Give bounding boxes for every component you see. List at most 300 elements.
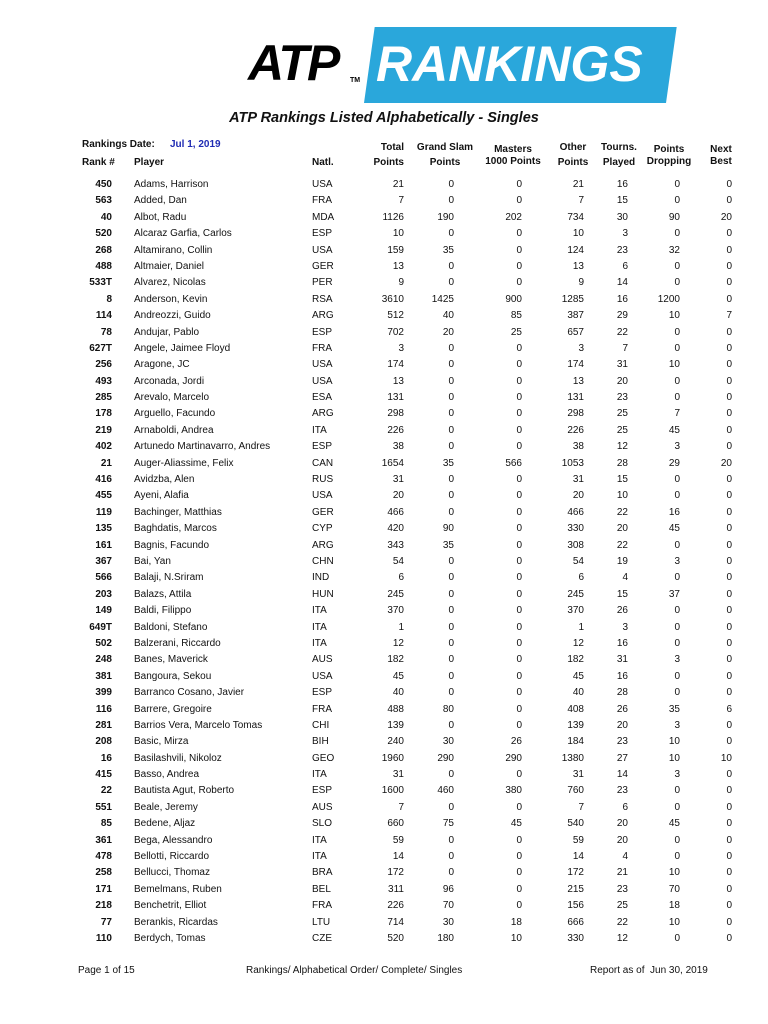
player-cell: Anderson, Kevin — [134, 293, 208, 305]
points-dropping-cell: 35 — [668, 703, 680, 715]
player-cell: Alcaraz Garfia, Carlos — [134, 228, 232, 240]
rankings-table-body — [0, 177, 768, 947]
masters-points-cell: 0 — [516, 555, 522, 567]
tournaments-played-cell: 25 — [616, 900, 628, 912]
tournaments-played-cell: 4 — [622, 572, 628, 584]
tournaments-played-cell: 27 — [616, 752, 628, 764]
tournaments-played-cell: 15 — [616, 195, 628, 207]
next-best-cell: 0 — [726, 834, 732, 846]
rank-cell: 40 — [100, 211, 112, 223]
rank-cell: 502 — [95, 637, 112, 649]
total-points-cell: 13 — [392, 375, 404, 387]
points-dropping-cell: 0 — [674, 342, 680, 354]
masters-points-cell: 85 — [510, 310, 522, 322]
rank-cell: 203 — [95, 588, 112, 600]
other-points-cell: 330 — [567, 932, 584, 944]
table-row — [0, 849, 768, 865]
header-natl: Natl. — [312, 157, 334, 168]
total-points-cell: 45 — [392, 670, 404, 682]
nationality-cell: ITA — [312, 851, 327, 863]
rankings-date-value: Jul 1, 2019 — [170, 139, 221, 150]
other-points-cell: 45 — [572, 670, 584, 682]
masters-points-cell: 0 — [516, 605, 522, 617]
other-points-cell: 734 — [567, 211, 584, 223]
grand-slam-points-cell: 0 — [448, 506, 454, 518]
nationality-cell: FRA — [312, 900, 332, 912]
next-best-cell: 0 — [726, 293, 732, 305]
nationality-cell: ESP — [312, 785, 333, 797]
other-points-cell: 408 — [567, 703, 584, 715]
grand-slam-points-cell: 0 — [448, 654, 454, 666]
next-best-cell: 0 — [726, 474, 732, 486]
tournaments-played-cell: 23 — [616, 883, 628, 895]
nationality-cell: GEO — [312, 752, 335, 764]
rank-cell: 281 — [95, 719, 112, 731]
table-row — [0, 390, 768, 406]
table-row — [0, 751, 768, 767]
rank-cell: 77 — [100, 916, 112, 928]
player-cell: Berankis, Ricardas — [134, 916, 218, 928]
other-points-cell: 1285 — [561, 293, 584, 305]
points-dropping-cell: 10 — [668, 867, 680, 879]
total-points-cell: 420 — [387, 523, 404, 535]
other-points-cell: 38 — [572, 441, 584, 453]
points-dropping-cell: 0 — [674, 851, 680, 863]
grand-slam-points-cell: 0 — [448, 424, 454, 436]
masters-points-cell: 45 — [510, 818, 522, 830]
table-row — [0, 505, 768, 521]
other-points-cell: 14 — [572, 851, 584, 863]
total-points-cell: 240 — [387, 736, 404, 748]
tournaments-played-cell: 22 — [616, 916, 628, 928]
grand-slam-points-cell: 30 — [442, 916, 454, 928]
rank-cell: 135 — [95, 523, 112, 535]
other-points-cell: 370 — [567, 605, 584, 617]
tournaments-played-cell: 28 — [616, 457, 628, 469]
player-cell: Bangoura, Sekou — [134, 670, 212, 682]
player-cell: Bedene, Aljaz — [134, 818, 196, 830]
other-points-cell: 1 — [578, 621, 584, 633]
next-best-cell: 0 — [726, 490, 732, 502]
total-points-cell: 21 — [392, 179, 404, 190]
points-dropping-cell: 45 — [668, 523, 680, 535]
player-cell: Basso, Andrea — [134, 769, 200, 781]
total-points-cell: 7 — [398, 801, 404, 813]
player-cell: Bellotti, Riccardo — [134, 851, 210, 863]
table-row — [0, 456, 768, 472]
rank-cell: 478 — [95, 851, 112, 863]
tournaments-played-cell: 23 — [616, 392, 628, 404]
rank-cell: 381 — [95, 670, 112, 682]
nationality-cell: HUN — [312, 588, 334, 600]
next-best-cell: 0 — [726, 785, 732, 797]
other-points-cell: 466 — [567, 506, 584, 518]
table-row — [0, 226, 768, 242]
masters-points-cell: 0 — [516, 719, 522, 731]
rank-cell: 110 — [95, 932, 112, 944]
player-cell: Barrere, Gregoire — [134, 703, 212, 715]
points-dropping-cell: 37 — [668, 588, 680, 600]
table-row — [0, 718, 768, 734]
tournaments-played-cell: 25 — [616, 408, 628, 420]
table-row — [0, 931, 768, 947]
points-dropping-cell: 10 — [668, 736, 680, 748]
next-best-cell: 0 — [726, 605, 732, 617]
logo-tm-mark: TM — [350, 77, 361, 84]
player-cell: Arevalo, Marcelo — [134, 392, 210, 404]
grand-slam-points-cell: 75 — [442, 818, 454, 830]
other-points-cell: 7 — [578, 195, 584, 207]
header-grand-slam-line1: Grand Slam — [416, 142, 474, 153]
grand-slam-points-cell: 70 — [442, 900, 454, 912]
rank-cell: 367 — [95, 555, 112, 567]
points-dropping-cell: 0 — [674, 277, 680, 289]
next-best-cell: 0 — [726, 916, 732, 928]
tournaments-played-cell: 23 — [616, 785, 628, 797]
total-points-cell: 226 — [387, 900, 404, 912]
player-cell: Bemelmans, Ruben — [134, 883, 222, 895]
masters-points-cell: 0 — [516, 621, 522, 633]
rank-cell: 402 — [95, 441, 112, 453]
masters-points-cell: 0 — [516, 670, 522, 682]
masters-points-cell: 0 — [516, 244, 522, 256]
masters-points-cell: 0 — [516, 769, 522, 781]
masters-points-cell: 18 — [510, 916, 522, 928]
rank-cell: 248 — [95, 654, 112, 666]
grand-slam-points-cell: 0 — [448, 277, 454, 289]
points-dropping-cell: 0 — [674, 228, 680, 240]
other-points-cell: 760 — [567, 785, 584, 797]
total-points-cell: 311 — [388, 883, 404, 895]
nationality-cell: USA — [312, 359, 333, 371]
points-dropping-cell: 0 — [674, 539, 680, 551]
grand-slam-points-cell: 180 — [437, 932, 454, 944]
table-row — [0, 652, 768, 668]
tournaments-played-cell: 20 — [616, 818, 628, 830]
table-row — [0, 538, 768, 554]
player-cell: Benchetrit, Elliot — [134, 900, 207, 912]
rank-cell: 22 — [100, 785, 112, 797]
tournaments-played-cell: 12 — [616, 932, 628, 944]
masters-points-cell: 0 — [516, 851, 522, 863]
next-best-cell: 0 — [726, 359, 732, 371]
tournaments-played-cell: 22 — [616, 539, 628, 551]
player-cell: Beale, Jeremy — [134, 801, 198, 813]
table-row — [0, 406, 768, 422]
player-cell: Basic, Mirza — [134, 736, 189, 748]
masters-points-cell: 0 — [516, 195, 522, 207]
nationality-cell: USA — [312, 490, 333, 502]
footer-report-name: Rankings/ Alphabetical Order/ Complete/ Singles — [246, 965, 463, 976]
rank-cell: 116 — [95, 703, 112, 715]
player-cell: Alvarez, Nicolas — [134, 277, 206, 289]
grand-slam-points-cell: 35 — [442, 539, 454, 551]
points-dropping-cell: 10 — [668, 310, 680, 322]
grand-slam-points-cell: 0 — [448, 359, 454, 371]
points-dropping-cell: 45 — [668, 818, 680, 830]
points-dropping-cell: 0 — [674, 474, 680, 486]
points-dropping-cell: 0 — [674, 637, 680, 649]
masters-points-cell: 0 — [516, 375, 522, 387]
tournaments-played-cell: 14 — [616, 277, 628, 289]
logo-atp-text: ATP — [248, 35, 339, 91]
total-points-cell: 12 — [392, 637, 404, 649]
table-row — [0, 882, 768, 898]
other-points-cell: 9 — [578, 277, 584, 289]
points-dropping-cell: 0 — [674, 621, 680, 633]
player-cell: Auger-Aliassime, Felix — [134, 457, 234, 469]
table-row — [0, 357, 768, 373]
rank-cell: 450 — [95, 179, 112, 190]
atp-rankings-logo — [248, 27, 666, 103]
tournaments-played-cell: 26 — [616, 605, 628, 617]
nationality-cell: ARG — [312, 408, 334, 420]
nationality-cell: ESP — [312, 228, 333, 240]
points-dropping-cell: 0 — [674, 572, 680, 584]
rankings-date-label: Rankings Date: — [82, 139, 155, 150]
total-points-cell: 38 — [392, 441, 404, 453]
player-cell: Berdych, Tomas — [134, 932, 206, 944]
points-dropping-cell: 0 — [674, 260, 680, 272]
next-best-cell: 0 — [726, 654, 732, 666]
player-cell: Added, Dan — [134, 195, 187, 207]
next-best-cell: 0 — [726, 392, 732, 404]
table-row — [0, 243, 768, 259]
tournaments-played-cell: 20 — [616, 834, 628, 846]
masters-points-cell: 0 — [516, 228, 522, 240]
masters-points-cell: 26 — [510, 736, 522, 748]
nationality-cell: GER — [312, 506, 334, 518]
nationality-cell: USA — [312, 179, 333, 190]
player-cell: Bai, Yan — [134, 555, 171, 567]
grand-slam-points-cell: 96 — [442, 883, 454, 895]
header-tourns-line2: Played — [602, 157, 636, 168]
total-points-cell: 6 — [398, 572, 404, 584]
total-points-cell: 3 — [398, 342, 404, 354]
points-dropping-cell: 3 — [674, 441, 680, 453]
next-best-cell: 0 — [726, 506, 732, 518]
rank-cell: 488 — [95, 260, 112, 272]
player-cell: Baldi, Filippo — [134, 605, 192, 617]
points-dropping-cell: 0 — [674, 605, 680, 617]
next-best-cell: 0 — [726, 572, 732, 584]
table-row — [0, 816, 768, 832]
rank-cell: 256 — [95, 359, 112, 371]
table-row — [0, 259, 768, 275]
points-dropping-cell: 70 — [668, 883, 680, 895]
nationality-cell: ARG — [312, 310, 334, 322]
masters-points-cell: 0 — [516, 801, 522, 813]
tournaments-played-cell: 23 — [616, 736, 628, 748]
total-points-cell: 488 — [387, 703, 404, 715]
grand-slam-points-cell: 90 — [442, 523, 454, 535]
player-cell: Ayeni, Alafia — [134, 490, 189, 502]
nationality-cell: ITA — [312, 605, 327, 617]
next-best-cell: 0 — [726, 818, 732, 830]
total-points-cell: 20 — [392, 490, 404, 502]
tournaments-played-cell: 23 — [616, 244, 628, 256]
other-points-cell: 666 — [567, 916, 584, 928]
grand-slam-points-cell: 35 — [442, 457, 454, 469]
rank-cell: 171 — [95, 883, 112, 895]
other-points-cell: 10 — [572, 228, 584, 240]
grand-slam-points-cell: 0 — [448, 769, 454, 781]
masters-points-cell: 290 — [505, 752, 522, 764]
grand-slam-points-cell: 0 — [448, 801, 454, 813]
masters-points-cell: 0 — [516, 359, 522, 371]
next-best-cell: 0 — [726, 228, 732, 240]
masters-points-cell: 0 — [516, 490, 522, 502]
total-points-cell: 1600 — [381, 785, 404, 797]
tournaments-played-cell: 22 — [616, 326, 628, 338]
rank-cell: 416 — [95, 474, 112, 486]
rank-cell: 119 — [95, 506, 112, 518]
grand-slam-points-cell: 0 — [448, 474, 454, 486]
next-best-cell: 20 — [720, 211, 732, 223]
next-best-cell: 0 — [726, 326, 732, 338]
nationality-cell: ESP — [312, 687, 333, 699]
header-masters-line2: 1000 Points — [485, 156, 541, 167]
grand-slam-points-cell: 0 — [448, 719, 454, 731]
masters-points-cell: 566 — [505, 457, 522, 469]
masters-points-cell: 0 — [516, 424, 522, 436]
nationality-cell: IND — [312, 572, 330, 584]
nationality-cell: BEL — [312, 883, 331, 895]
player-cell: Banes, Maverick — [134, 654, 208, 666]
table-row — [0, 702, 768, 718]
total-points-cell: 660 — [387, 818, 404, 830]
next-best-cell: 0 — [726, 260, 732, 272]
points-dropping-cell: 3 — [674, 555, 680, 567]
total-points-cell: 9 — [398, 277, 404, 289]
masters-points-cell: 0 — [516, 441, 522, 453]
other-points-cell: 1053 — [561, 457, 584, 469]
next-best-cell: 7 — [726, 310, 732, 322]
table-row — [0, 783, 768, 799]
points-dropping-cell: 0 — [674, 490, 680, 502]
points-dropping-cell: 10 — [668, 916, 680, 928]
rank-cell: 533T — [89, 277, 112, 289]
other-points-cell: 20 — [572, 490, 584, 502]
grand-slam-points-cell: 35 — [442, 244, 454, 256]
header-total-line2: Points — [373, 157, 404, 168]
other-points-cell: 124 — [567, 244, 584, 256]
nationality-cell: CYP — [312, 523, 333, 535]
grand-slam-points-cell: 1425 — [431, 293, 454, 305]
other-points-cell: 21 — [572, 179, 584, 190]
header-dropping-line1: Points — [653, 144, 685, 155]
rank-cell: 551 — [95, 801, 112, 813]
other-points-cell: 184 — [567, 736, 584, 748]
header-next-line2: Best — [710, 156, 732, 167]
document-title: ATP Rankings Listed Alphabetically - Singles — [229, 110, 539, 126]
player-cell: Altmaier, Daniel — [134, 260, 205, 272]
rank-cell: 218 — [95, 900, 112, 912]
other-points-cell: 1380 — [561, 752, 584, 764]
next-best-cell: 0 — [726, 900, 732, 912]
rank-cell: 208 — [95, 736, 112, 748]
masters-points-cell: 0 — [516, 179, 522, 190]
grand-slam-points-cell: 80 — [442, 703, 454, 715]
nationality-cell: ITA — [312, 637, 327, 649]
other-points-cell: 6 — [578, 572, 584, 584]
table-row — [0, 472, 768, 488]
nationality-cell: RSA — [312, 293, 333, 305]
tournaments-played-cell: 20 — [616, 375, 628, 387]
nationality-cell: FRA — [312, 342, 332, 354]
rank-cell: 455 — [95, 490, 112, 502]
player-cell: Balzerani, Riccardo — [134, 637, 221, 649]
total-points-cell: 13 — [392, 260, 404, 272]
player-cell: Altamirano, Collin — [134, 244, 213, 256]
next-best-cell: 0 — [726, 195, 732, 207]
tournaments-played-cell: 26 — [616, 703, 628, 715]
table-row — [0, 423, 768, 439]
nationality-cell: SLO — [312, 818, 333, 830]
nationality-cell: FRA — [312, 195, 332, 207]
next-best-cell: 0 — [726, 932, 732, 944]
grand-slam-points-cell: 0 — [448, 555, 454, 567]
player-cell: Angele, Jaimee Floyd — [134, 342, 231, 354]
tournaments-played-cell: 19 — [616, 555, 628, 567]
player-cell: Bachinger, Matthias — [134, 506, 222, 518]
player-cell: Balazs, Attila — [134, 588, 192, 600]
next-best-cell: 10 — [720, 752, 732, 764]
nationality-cell: CZE — [312, 932, 332, 944]
rank-cell: 178 — [95, 408, 112, 420]
other-points-cell: 13 — [572, 375, 584, 387]
player-cell: Andreozzi, Guido — [134, 310, 211, 322]
masters-points-cell: 0 — [516, 687, 522, 699]
rank-cell: 21 — [100, 457, 112, 469]
tournaments-played-cell: 21 — [616, 867, 628, 879]
grand-slam-points-cell: 0 — [448, 834, 454, 846]
next-best-cell: 20 — [720, 457, 732, 469]
player-cell: Arguello, Facundo — [134, 408, 216, 420]
player-cell: Balaji, N.Sriram — [134, 572, 204, 584]
grand-slam-points-cell: 0 — [448, 228, 454, 240]
total-points-cell: 298 — [387, 408, 404, 420]
rank-cell: 219 — [95, 424, 112, 436]
masters-points-cell: 0 — [516, 506, 522, 518]
nationality-cell: PER — [312, 277, 333, 289]
nationality-cell: USA — [312, 670, 333, 682]
next-best-cell: 0 — [726, 621, 732, 633]
masters-points-cell: 0 — [516, 654, 522, 666]
next-best-cell: 0 — [726, 441, 732, 453]
table-row — [0, 554, 768, 570]
grand-slam-points-cell: 0 — [448, 375, 454, 387]
table-row — [0, 898, 768, 914]
points-dropping-cell: 10 — [668, 752, 680, 764]
grand-slam-points-cell: 0 — [448, 490, 454, 502]
next-best-cell: 0 — [726, 867, 732, 879]
grand-slam-points-cell: 30 — [442, 736, 454, 748]
table-row — [0, 439, 768, 455]
other-points-cell: 172 — [567, 867, 584, 879]
tournaments-played-cell: 28 — [616, 687, 628, 699]
total-points-cell: 1 — [398, 621, 404, 633]
grand-slam-points-cell: 0 — [448, 572, 454, 584]
rank-cell: 361 — [95, 834, 112, 846]
total-points-cell: 10 — [392, 228, 404, 240]
next-best-cell: 0 — [726, 424, 732, 436]
table-row — [0, 308, 768, 324]
other-points-cell: 3 — [578, 342, 584, 354]
tournaments-played-cell: 16 — [616, 293, 628, 305]
grand-slam-points-cell: 0 — [448, 179, 454, 190]
rank-cell: 149 — [95, 605, 112, 617]
